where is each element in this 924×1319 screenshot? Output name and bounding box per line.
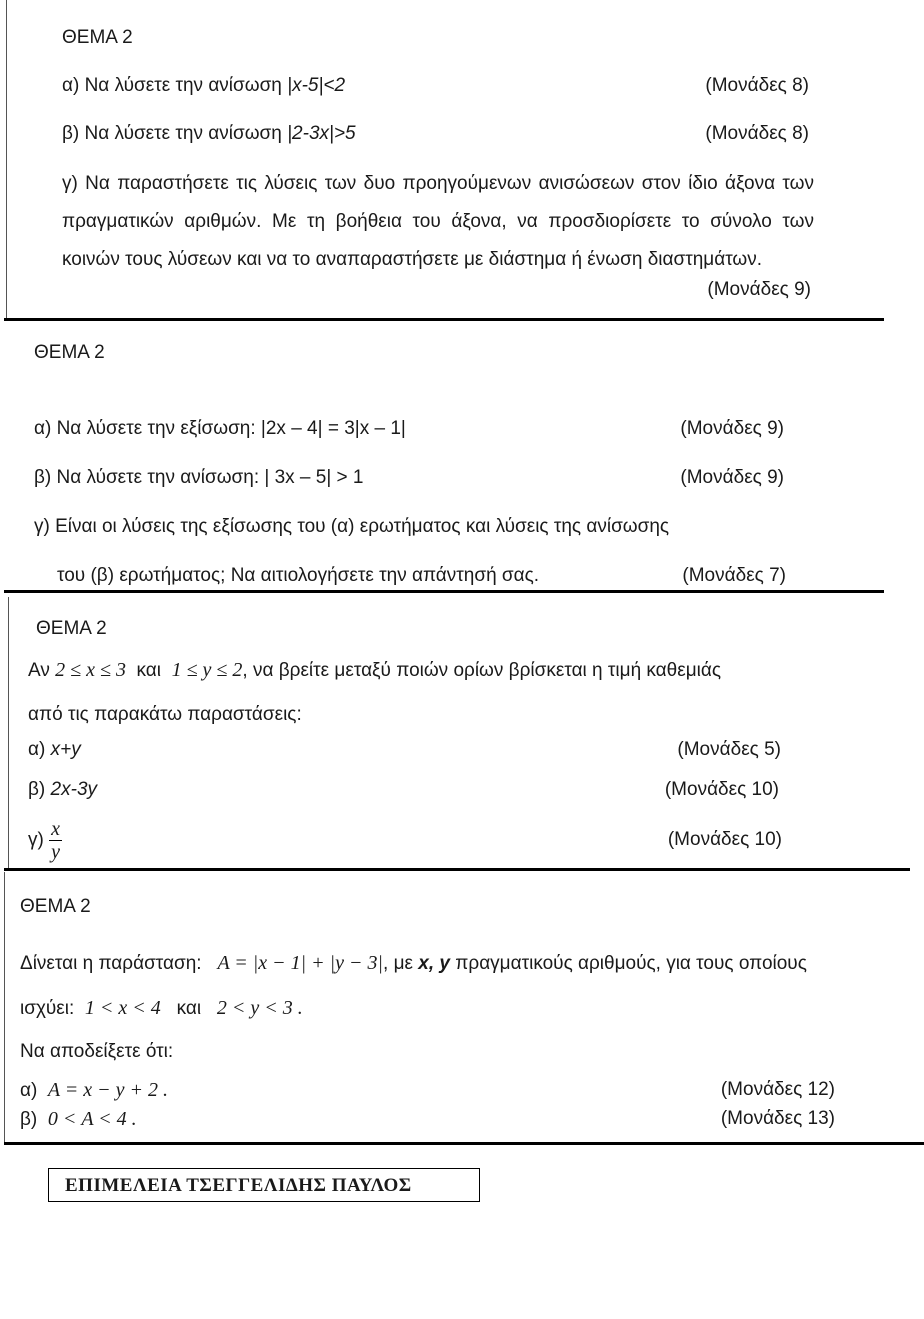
section2-title: ΘΕΜΑ 2	[34, 342, 105, 363]
section-divider-1	[4, 318, 884, 321]
section4-holds-line: ισχύει: 1 < x < 4 και 2 < y < 3 .	[20, 997, 303, 1019]
section2-points-b: (Μονάδες 9)	[680, 467, 784, 488]
section2-question-c-line2: του (β) ερωτήματος; Να αιτιολογήσετε την απάντησή σας.	[57, 565, 540, 586]
section4-question-a: α) A = x − y + 2 .	[20, 1079, 168, 1101]
section-divider-3	[4, 868, 910, 871]
section2-points-a: (Μονάδες 9)	[680, 418, 784, 439]
section1-question-c-line3: κοινών τους λύσεων και να το αναπαραστήσετε με διάστημα ή ένωση διαστημάτων.	[62, 249, 763, 270]
section1-title: ΘΕΜΑ 2	[62, 27, 133, 48]
section3-question-a: α) x+y	[28, 739, 81, 760]
section1-left-border	[6, 0, 7, 318]
section3-intro-line2: από τις παρακάτω παραστάσεις:	[28, 704, 302, 725]
section2-question-b: β) Να λύσετε την ανίσωση: | 3x – 5| > 1	[34, 467, 364, 488]
section2-question-c-line1: γ) Είναι οι λύσεις της εξίσωσης του (α) ερωτήματος και λύσεις της ανίσωσης	[34, 516, 670, 537]
section1-points-c: (Μονάδες 9)	[707, 279, 811, 300]
section4-points-b: (Μονάδες 13)	[720, 1108, 835, 1129]
section3-points-c: (Μονάδες 10)	[667, 829, 782, 850]
section1-question-a: α) Να λύσετε την ανίσωση |x-5|<2	[62, 75, 346, 96]
section1-question-c-line2: πραγματικών αριθμών. Με τη βοήθεια του άξονα, να προσδιορίσετε το σύνολο των	[62, 211, 814, 232]
section4-prove-line: Να αποδείξετε ότι:	[20, 1041, 174, 1062]
section3-points-a: (Μονάδες 5)	[677, 739, 781, 760]
section3-left-border	[8, 597, 9, 869]
section3-points-b: (Μονάδες 10)	[664, 779, 779, 800]
section4-title: ΘΕΜΑ 2	[20, 896, 91, 917]
section1-points-b: (Μονάδες 8)	[705, 123, 809, 144]
section1-question-b: β) Να λύσετε την ανίσωση |2-3x|>5	[62, 123, 356, 144]
signature-box	[48, 1168, 480, 1202]
signature-text: ΕΠΙΜΕΛΕΙΑ ΤΣΕΓΓΕΛΙΔΗΣ ΠΑΥΛΟΣ	[65, 1175, 412, 1196]
section4-question-b: β) 0 < A < 4 .	[20, 1108, 137, 1130]
section3-question-c: γ) $\frac{x}{y}$	[28, 818, 60, 863]
section4-points-a: (Μονάδες 12)	[720, 1079, 835, 1100]
section-divider-4	[4, 1142, 924, 1145]
fraction-x-over-y: $\frac{x}{y}$	[51, 818, 60, 863]
section2-points-c: (Μονάδες 7)	[682, 565, 786, 586]
section3-intro-line1: Αν 2 ≤ x ≤ 3 και 1 ≤ y ≤ 2, να βρείτε μεταξύ ποιών ορίων βρίσκεται η τιμή καθεμιάς	[28, 659, 722, 681]
section3-question-b: β) 2x-3y	[28, 779, 98, 800]
section4-given-line: Δίνεται η παράσταση: A = |x − 1| + |y − 3|, με x, y πραγματικούς αριθμούς, για τους οποίους	[20, 952, 807, 974]
section4-left-border	[4, 872, 5, 1144]
section1-question-c-line1: γ) Να παραστήσετε τις λύσεις των δυο προηγούμενων ανισώσεων στον ίδιο άξονα των	[62, 173, 814, 194]
section-divider-2	[4, 590, 884, 593]
section2-question-a: α) Να λύσετε την εξίσωση: |2x – 4| = 3|x – 1|	[34, 418, 406, 439]
section3-title: ΘΕΜΑ 2	[36, 618, 107, 639]
section1-points-a: (Μονάδες 8)	[705, 75, 809, 96]
